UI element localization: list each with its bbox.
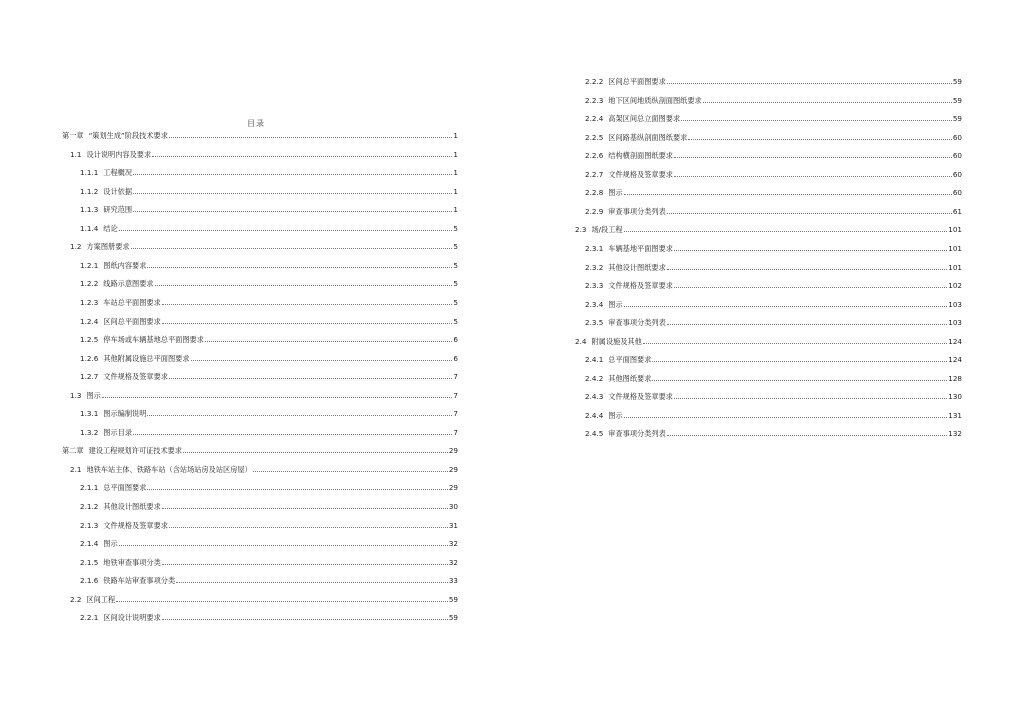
toc-entry-page: 1 <box>453 168 458 178</box>
toc-entry-number: 1.2.5 <box>80 335 99 345</box>
toc-entry-number: 2.2.3 <box>585 95 604 105</box>
toc-entry[interactable] <box>585 410 962 420</box>
toc-entry[interactable] <box>80 297 458 307</box>
toc-entry-label <box>575 337 642 346</box>
toc-entry-page: 32 <box>448 539 458 549</box>
toc-entry-number: 2.1 <box>70 464 82 474</box>
toc-entry-page: 1 <box>453 205 458 215</box>
toc-entry-label <box>585 96 702 105</box>
toc-entry-label <box>80 613 161 622</box>
toc-entry-page: 6 <box>453 335 458 345</box>
toc-entry-page: 30 <box>448 502 458 511</box>
toc-entry-title: 高架区间总立面图要求 <box>608 114 681 124</box>
toc-entry-page: 128 <box>948 373 962 383</box>
toc-entry[interactable] <box>80 316 458 326</box>
dot-leader <box>667 324 947 325</box>
toc-entry-page: 102 <box>948 281 962 291</box>
toc-entry[interactable] <box>585 299 962 309</box>
toc-entry-number: 2.2.9 <box>585 206 604 216</box>
toc-entry-label <box>80 298 161 307</box>
toc-entry-number: 1.2.4 <box>80 316 99 326</box>
dot-leader <box>133 193 452 194</box>
toc-entry-number: 2.2.4 <box>585 114 604 124</box>
toc-entry-label <box>585 300 623 309</box>
dot-leader <box>624 417 948 418</box>
toc-entry-page: 60 <box>952 132 962 142</box>
dot-leader <box>205 341 452 342</box>
toc-entry-title: 文件规格及签章要求 <box>103 372 168 382</box>
toc-entry[interactable] <box>70 594 458 604</box>
toc-entry[interactable] <box>70 149 458 159</box>
toc-entry[interactable] <box>80 371 458 381</box>
toc-entry-number: 2.3 <box>575 225 587 235</box>
toc-entry-title: 线路示意图要求 <box>103 279 154 289</box>
toc-entry-label <box>80 224 118 233</box>
toc-entry-title: 地铁车站主体、铁路车站（含站场站房及站区房屋） <box>86 464 252 474</box>
toc-entry-page: 124 <box>948 336 962 346</box>
toc-entry-label <box>70 465 252 474</box>
toc-entry[interactable] <box>80 538 458 548</box>
toc-entry-title: 其他设计图纸要求 <box>103 502 161 511</box>
toc-entry-label <box>585 374 651 383</box>
toc-entry-number: 1.1.2 <box>80 186 99 196</box>
toc-entry-label <box>585 355 651 364</box>
toc-entry[interactable] <box>80 334 458 344</box>
toc-entry[interactable] <box>585 354 962 364</box>
toc-entry-page: 59 <box>952 77 962 86</box>
toc-entry-page: 5 <box>453 279 458 289</box>
dot-leader <box>643 343 948 344</box>
dot-leader <box>624 306 948 307</box>
toc-entry-label <box>585 114 680 123</box>
dot-leader <box>674 287 947 288</box>
toc-entry-number: 第一章 <box>62 131 84 140</box>
toc-entry-page: 60 <box>952 169 962 179</box>
toc-entry-title: 结论 <box>103 223 118 233</box>
toc-entry-page: 130 <box>948 392 962 402</box>
toc-entry[interactable] <box>575 224 962 234</box>
toc-entry-number: 第二章 <box>62 446 84 456</box>
toc-entry[interactable] <box>585 243 962 253</box>
toc-entry[interactable] <box>585 280 962 290</box>
toc-entry[interactable] <box>575 336 962 346</box>
toc-entry-title: 地铁审查事项分类 <box>103 557 161 567</box>
toc-entry[interactable] <box>80 575 458 585</box>
dot-leader <box>703 102 952 103</box>
toc-entry-number: 2.3.4 <box>585 299 604 309</box>
toc-entry-title: 区间路基纵剖面图纸要求 <box>608 132 688 142</box>
toc-entry-page: 5 <box>453 242 458 252</box>
toc-entry-title: 建设工程规划许可证技术要求 <box>88 446 183 456</box>
toc-entry-number: 2.4.4 <box>585 410 604 420</box>
dot-leader <box>162 304 453 305</box>
toc-entry-title: 审查事项分类列表 <box>608 318 666 328</box>
dot-leader <box>688 139 951 140</box>
toc-entry-page: 101 <box>948 225 962 235</box>
dot-leader <box>162 508 448 509</box>
toc-entry-title: 其他设计图纸要求 <box>608 262 666 272</box>
toc-entry-label <box>80 335 204 344</box>
dot-leader <box>169 527 448 528</box>
dot-leader <box>162 619 448 620</box>
toc-entry-page: 124 <box>948 355 962 365</box>
toc-entry-page: 103 <box>948 318 962 328</box>
toc-entry-number: 1.2.2 <box>80 279 99 289</box>
toc-entry-title: 车站总平面图要求 <box>103 297 161 307</box>
toc-entry-label <box>80 576 175 585</box>
toc-entry[interactable] <box>80 204 458 214</box>
toc-entry-title: 图示 <box>103 539 118 549</box>
toc-entry[interactable] <box>80 260 458 270</box>
toc-entry-page: 29 <box>448 464 458 474</box>
dot-leader <box>183 452 448 453</box>
toc-entry-label <box>80 372 168 381</box>
toc-entry[interactable] <box>80 520 458 530</box>
toc-entry-number: 2.1.5 <box>80 557 99 567</box>
toc-entry[interactable] <box>80 482 458 492</box>
toc-entry-title: 图纸内容要求 <box>103 260 147 270</box>
toc-entry-page: 5 <box>453 316 458 326</box>
toc-entry-number: 1.1.4 <box>80 223 99 233</box>
toc-entry-number: 2.2.8 <box>585 188 604 198</box>
toc-entry-label <box>585 429 666 438</box>
dot-leader <box>674 176 952 177</box>
toc-entry-number: 2.2.1 <box>80 613 99 623</box>
dot-leader <box>119 545 448 546</box>
toc-entry-label <box>80 539 118 548</box>
toc-entry-title: 车辆基地平面图要求 <box>608 243 673 253</box>
toc-entry-title: 区间总平面图要求 <box>103 316 161 326</box>
toc-entry-number: 2.1.3 <box>80 520 99 530</box>
toc-entry[interactable] <box>80 408 458 418</box>
toc-entry-page: 31 <box>448 520 458 530</box>
toc-entry[interactable] <box>585 76 962 86</box>
toc-entry-title: 其他图纸要求 <box>608 373 652 383</box>
toc-entry-title: 工程概况 <box>103 168 133 178</box>
toc-entry-page: 5 <box>453 223 458 233</box>
dot-leader <box>169 137 453 138</box>
dot-leader <box>133 434 452 435</box>
toc-entry[interactable] <box>585 169 962 179</box>
toc-entry-label <box>80 483 146 492</box>
toc-entry-label <box>80 521 168 530</box>
dot-leader <box>133 211 452 212</box>
toc-entry-title: 审查事项分类列表 <box>608 206 666 216</box>
toc-entry-title: 其他附属设施总平面图要求 <box>103 353 190 363</box>
dot-leader <box>116 601 448 602</box>
toc-entry-page: 132 <box>948 429 962 439</box>
toc-entry-number: 2.4.3 <box>585 392 604 402</box>
toc-entry-label <box>575 225 623 234</box>
toc-entry[interactable] <box>585 391 962 401</box>
toc-entry-title: 结构横剖面图纸要求 <box>608 151 673 161</box>
toc-entry-label <box>80 558 161 567</box>
toc-entry[interactable] <box>80 167 458 177</box>
toc-entry-page: 101 <box>948 262 962 272</box>
toc-entry-title: 文件规格及签章要求 <box>608 169 673 179</box>
toc-entry-title: 总平面图要求 <box>103 483 147 493</box>
toc-entry[interactable] <box>62 445 458 455</box>
toc-entry-label <box>585 244 673 253</box>
dot-leader <box>119 230 453 231</box>
toc-entry-label <box>80 354 190 363</box>
toc-entry-number: 1.1.3 <box>80 205 99 215</box>
toc-entry-label <box>585 392 673 401</box>
toc-entry-title: 区间工程 <box>86 594 116 604</box>
toc-entry-number: 2.2.5 <box>585 132 604 142</box>
toc-entry-label <box>80 317 161 326</box>
toc-entry-label <box>80 502 161 511</box>
dot-leader <box>674 398 947 399</box>
toc-entry-label <box>62 446 182 455</box>
toc-entry-number: 1.2.1 <box>80 260 99 270</box>
toc-entry[interactable] <box>70 464 458 474</box>
toc-entry[interactable] <box>585 113 962 123</box>
toc-entry-label <box>80 428 132 437</box>
dot-leader <box>176 582 448 583</box>
toc-entry-label <box>80 187 132 196</box>
toc-entry-page: 60 <box>952 151 962 161</box>
toc-entry-title: 图示 <box>86 390 101 400</box>
toc-entry-number: 2.4.5 <box>585 429 604 439</box>
toc-entry-number: 2.3.5 <box>585 318 604 328</box>
toc-entry[interactable] <box>80 278 458 288</box>
toc-entry-label <box>585 281 673 290</box>
dot-leader <box>624 231 948 232</box>
toc-entry[interactable] <box>80 557 458 567</box>
toc-entry-number: 2.2.2 <box>585 77 604 86</box>
toc-entry-number: 2.2.7 <box>585 169 604 179</box>
toc-entry-label <box>62 131 168 140</box>
toc-entry-title: 文件规格及签章要求 <box>608 392 673 402</box>
toc-entry[interactable] <box>585 206 962 216</box>
toc-entry-label <box>585 133 687 142</box>
toc-entry-title: 设计依据 <box>103 186 133 196</box>
toc-entry-number: 2.4.1 <box>585 355 604 365</box>
dot-leader <box>652 380 947 381</box>
toc-entry-number: 1.3.1 <box>80 409 99 419</box>
toc-entry-number: 1.2.6 <box>80 353 99 363</box>
toc-entry-number: 2.4 <box>575 336 587 346</box>
toc-entry[interactable] <box>585 262 962 272</box>
toc-entry[interactable] <box>585 373 962 383</box>
toc-entry-number: 1.3 <box>70 390 82 400</box>
toc-entry-title: 方案图册要求 <box>86 242 130 252</box>
toc-entry-title: 地下区间地质纵剖面图纸要求 <box>608 95 702 105</box>
toc-entry-page: 7 <box>453 390 458 400</box>
toc-entry-label <box>585 188 623 197</box>
dot-leader <box>155 285 453 286</box>
dot-leader <box>133 174 452 175</box>
toc-entry-title: 图示编制说明 <box>103 409 147 419</box>
toc-entry-title: 审查事项分类列表 <box>608 429 666 439</box>
toc-entry-page: 7 <box>453 409 458 419</box>
toc-entry[interactable] <box>585 317 962 327</box>
toc-entry-number: 2.3.2 <box>585 262 604 272</box>
toc-entry-page: 33 <box>448 576 458 586</box>
toc-entry-number: 2.3.3 <box>585 281 604 291</box>
toc-entry[interactable] <box>585 95 962 105</box>
toc-entry-number: 1.3.2 <box>80 427 99 437</box>
toc-entry[interactable] <box>80 501 458 511</box>
toc-entry[interactable] <box>70 241 458 251</box>
toc-entry-page: 59 <box>952 114 962 124</box>
toc-entry-title: 图示 <box>608 299 623 309</box>
dot-leader <box>102 397 453 398</box>
toc-entry-page: 1 <box>453 131 458 140</box>
toc-entry-title: 停车场或车辆基地总平面图要求 <box>103 335 204 345</box>
toc-entry-label <box>585 318 666 327</box>
toc-entry-label <box>585 170 673 179</box>
toc-entry-page: 29 <box>448 483 458 493</box>
dot-leader <box>624 194 952 195</box>
toc-entry-number: 2.4.2 <box>585 373 604 383</box>
dot-leader <box>667 435 947 436</box>
toc-entry[interactable] <box>80 612 458 622</box>
toc-entry-title: “策划生成”阶段技术要求 <box>88 131 168 140</box>
toc-entry-label <box>585 207 666 216</box>
toc-entry-page: 103 <box>948 299 962 309</box>
toc-entry-label <box>585 263 666 272</box>
toc-entry[interactable] <box>585 132 962 142</box>
toc-entry[interactable] <box>80 353 458 363</box>
toc-entry[interactable] <box>80 186 458 196</box>
toc-entry[interactable] <box>585 150 962 160</box>
dot-leader <box>147 415 452 416</box>
dot-leader <box>667 213 952 214</box>
toc-entry-label <box>70 595 115 604</box>
dot-leader <box>667 269 947 270</box>
dot-leader <box>674 157 952 158</box>
toc-entry-title: 铁路车站审查事项分类 <box>103 576 176 586</box>
toc-entry-label <box>70 391 101 400</box>
toc-entry-title: 场/段工程 <box>591 225 623 235</box>
toc-entry-label <box>80 409 146 418</box>
toc-entry-title: 附属设施及其他 <box>591 336 642 346</box>
toc-entry-title: 图示目录 <box>103 427 133 437</box>
toc-entry-label <box>80 279 154 288</box>
toc-entry-label <box>80 168 132 177</box>
toc-entry[interactable] <box>80 223 458 233</box>
toc-title: 目录 <box>247 119 265 128</box>
toc-entry-title: 总平面图要求 <box>608 355 652 365</box>
toc-entry-label <box>70 150 151 159</box>
toc-entry-number: 2.3.1 <box>585 243 604 253</box>
toc-entry-label <box>585 151 673 160</box>
toc-entry-title: 图示 <box>608 410 623 420</box>
toc-entry-page: 32 <box>448 557 458 567</box>
dot-leader <box>674 250 947 251</box>
toc-entry-number: 1.1.1 <box>80 168 99 178</box>
toc-entry-title: 设计说明内容及要求 <box>86 149 152 159</box>
toc-entry-page: 101 <box>948 243 962 253</box>
toc-entry-title: 文件规格及签章要求 <box>103 520 168 530</box>
toc-entry-label <box>585 411 623 420</box>
dot-leader <box>162 323 453 324</box>
toc-entry-label <box>80 261 146 270</box>
toc-entry-page: 5 <box>453 297 458 307</box>
toc-entry-page: 60 <box>952 188 962 198</box>
toc-entry-page: 1 <box>453 186 458 196</box>
toc-entry-number: 1.1 <box>70 149 82 159</box>
right-page <box>512 0 1024 724</box>
dot-leader <box>162 564 448 565</box>
toc-entry-number: 1.2.7 <box>80 372 99 382</box>
toc-entry-number: 1.2.3 <box>80 297 99 307</box>
dot-leader <box>131 248 453 249</box>
toc-entry-page: 1 <box>453 149 458 159</box>
toc-entry-page: 59 <box>448 613 458 623</box>
dot-leader <box>681 120 952 121</box>
toc-entry-page: 59 <box>448 594 458 604</box>
toc-entry-page: 29 <box>448 446 458 456</box>
dot-leader <box>191 360 453 361</box>
dot-leader <box>652 361 947 362</box>
toc-entry-page: 7 <box>453 427 458 437</box>
toc-entry-title: 区间设计说明要求 <box>103 613 161 623</box>
toc-entry-page: 5 <box>453 260 458 270</box>
toc-entry[interactable] <box>80 427 458 437</box>
toc-entry-label <box>70 242 130 251</box>
toc-entry-title: 文件规格及签章要求 <box>608 281 673 291</box>
toc-entry-page: 6 <box>453 353 458 363</box>
toc-entry-number: 2.1.6 <box>80 576 99 586</box>
toc-entry-title: 区间总平面图要求 <box>608 77 666 86</box>
dot-leader <box>147 267 452 268</box>
toc-entry-page: 7 <box>453 372 458 382</box>
toc-entry-number: 2.2 <box>70 594 82 604</box>
dot-leader <box>147 489 447 490</box>
toc-entry[interactable] <box>585 187 962 197</box>
toc-entry-number: 2.2.6 <box>585 151 604 161</box>
toc-entry-number: 2.1.1 <box>80 483 99 493</box>
toc-entry[interactable] <box>585 428 962 438</box>
toc-entry-number: 2.1.2 <box>80 502 99 511</box>
toc-entry-page: 61 <box>952 206 962 216</box>
toc-entry-number: 2.1.4 <box>80 539 99 549</box>
toc-entry[interactable] <box>70 390 458 400</box>
toc-entry-title: 研究范围 <box>103 205 133 215</box>
toc-entry-number: 1.2 <box>70 242 82 252</box>
toc-entry-page: 59 <box>952 95 962 105</box>
dot-leader <box>667 83 952 84</box>
dot-leader <box>169 378 452 379</box>
toc-entry-page: 131 <box>948 410 962 420</box>
toc-entry-title: 图示 <box>608 188 623 198</box>
dot-leader <box>152 156 452 157</box>
toc-entry[interactable] <box>62 130 458 140</box>
toc-entry-label <box>585 77 666 86</box>
toc-entry-label <box>80 205 132 214</box>
dot-leader <box>253 471 448 472</box>
